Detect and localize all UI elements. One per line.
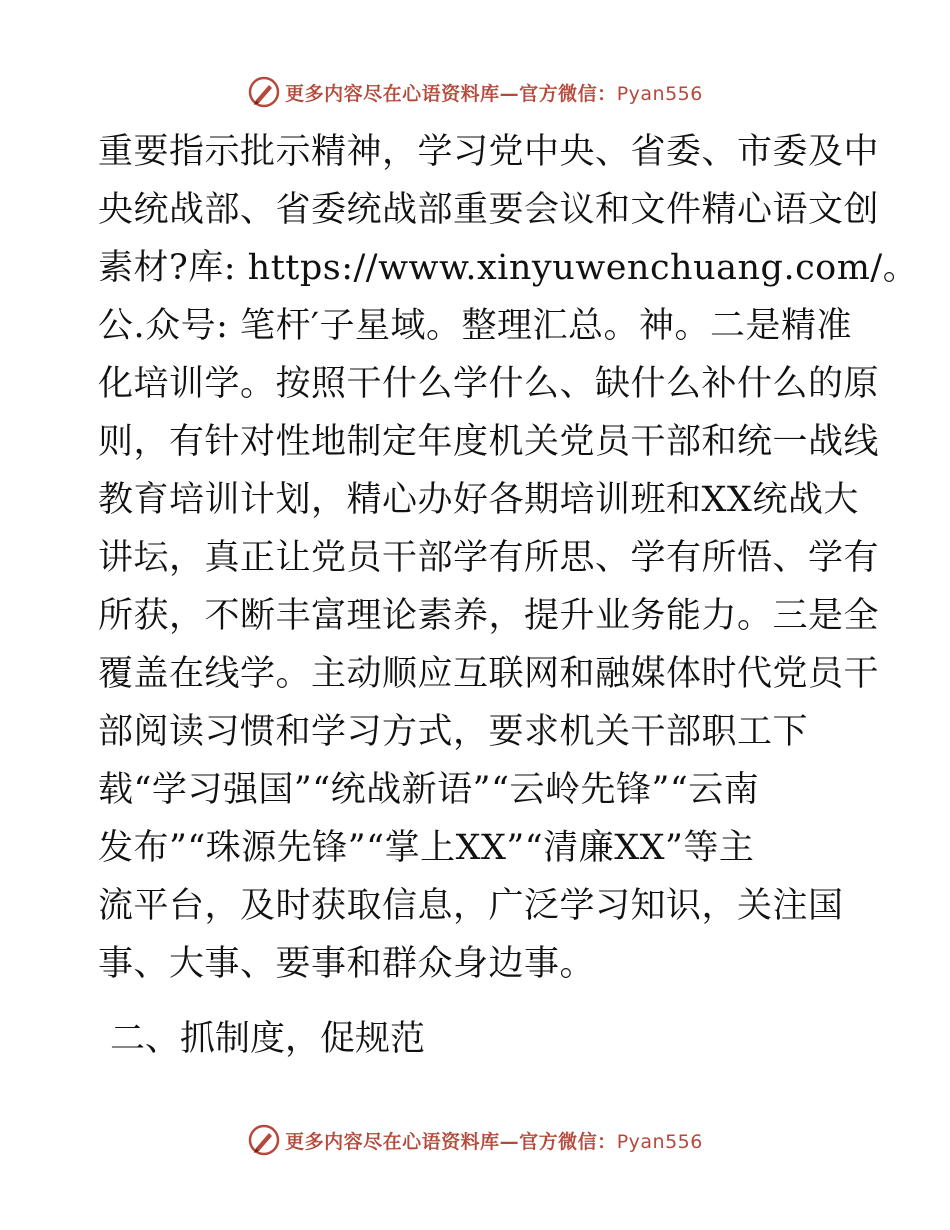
watermark-wechat-label: 官方微信： [519, 1130, 617, 1153]
watermark-header [0, 72, 950, 112]
watermark-main-text: 更多内容尽在心语资料库 [285, 1130, 500, 1153]
body-line: 则，有针对性地制定年度机关党员干部和统一战线 [98, 422, 880, 462]
body-paragraph [98, 123, 919, 993]
body-line: 公.众号: 笔杆′子星域。整理汇总。神。二是精准 [98, 306, 852, 346]
section-heading: 二、抓制度，促规范 [110, 1019, 426, 1059]
body-line: 所获，不断丰富理论素养，提升业务能力。三是全 [98, 596, 880, 636]
watermark-main-text: 更多内容尽在心语资料库 [285, 82, 500, 105]
watermark-separator: — [499, 82, 520, 105]
body-line: 事、大事、要事和群众身边事。 [98, 944, 596, 984]
body-line: 讲坛，真正让党员干部学有所思、学有所悟、学有 [98, 538, 880, 578]
body-line: 央统战部、省委统战部重要会议和文件精心语文创 [98, 190, 880, 230]
pen-logo-icon [247, 1123, 281, 1157]
body-line: 部阅读习惯和学习方式，要求机关干部职工下 [98, 712, 809, 752]
watermark-footer [0, 1120, 950, 1160]
pen-logo-icon [247, 75, 281, 109]
body-line: 素材?库: https://www.xinyuwenchuang.com/。 [98, 248, 919, 288]
watermark-separator: — [499, 1130, 520, 1153]
watermark-wechat-label: 官方微信： [519, 82, 617, 105]
body-line: 发布”“珠源先锋”“掌上XX”“清廉XX”等主 [98, 828, 755, 868]
body-line: 流平台，及时获取信息，广泛学习知识，关注国 [98, 886, 844, 926]
body-line: 教育培训计划，精心办好各期培训班和XX统战大 [98, 480, 859, 520]
body-line: 载“学习强国”“统战新语”“云岭先锋”“云南 [98, 770, 760, 810]
watermark-wechat-id: Pyan556 [616, 1130, 703, 1153]
body-line: 重要指示批示精神，学习党中央、省委、市委及中 [98, 132, 880, 172]
watermark-wechat-id: Pyan556 [616, 82, 703, 105]
body-line: 化培训学。按照干什么学什么、缺什么补什么的原 [98, 364, 880, 404]
body-line: 覆盖在线学。主动顺应互联网和融媒体时代党员干 [98, 654, 880, 694]
